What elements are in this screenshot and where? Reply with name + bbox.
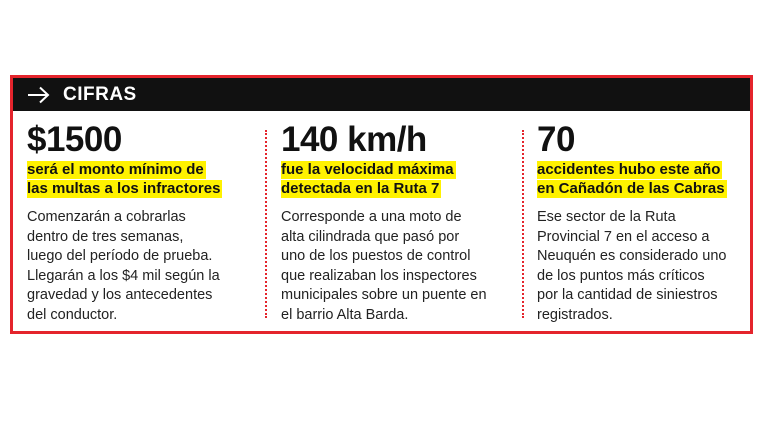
stat-subtitle-line: las multas a los infractores	[27, 180, 221, 197]
stat-subtitle	[281, 160, 507, 198]
stat-description: Comenzarán a cobrarlas dentro de tres semanas, luego del período de prueba. Llegarán a los $4 mil según la gravedad y los antecedentes del conductor.	[27, 209, 220, 323]
stat-column-fines	[27, 122, 253, 325]
stat-column-speed	[281, 122, 507, 325]
stat-figure: $1500	[27, 120, 122, 159]
column-divider	[522, 130, 524, 318]
stat-figure: 140 km/h	[281, 120, 427, 159]
infobox-title: CIFRAS	[63, 83, 137, 105]
cifras-infobox	[10, 75, 753, 334]
stat-description: Ese sector de la Ruta Provincial 7 en el acceso a Neuquén es considerado uno de los puntos más críticos por la cantidad de siniestros registrados.	[537, 209, 727, 323]
stat-figure: 70	[537, 120, 575, 159]
stat-subtitle-line: accidentes hubo este año	[537, 161, 721, 178]
stat-subtitle-line: fue la velocidad máxima	[281, 161, 454, 178]
stat-subtitle	[537, 160, 763, 198]
stat-description: Corresponde a una moto de alta cilindrada que pasó por uno de los puestos de control que realizaban los inspectores municipales sobre un puente en el barrio Alta Barda.	[281, 209, 487, 323]
column-divider	[265, 130, 267, 318]
stat-column-accidents	[537, 122, 763, 325]
stat-subtitle-line: en Cañadón de las Cabras	[537, 180, 725, 197]
stat-subtitle	[27, 160, 253, 198]
infobox-header	[13, 78, 750, 111]
stat-subtitle-line: será el monto mínimo de	[27, 161, 204, 178]
arrow-right-icon	[27, 86, 51, 104]
stat-subtitle-line: detectada en la Ruta 7	[281, 180, 440, 197]
